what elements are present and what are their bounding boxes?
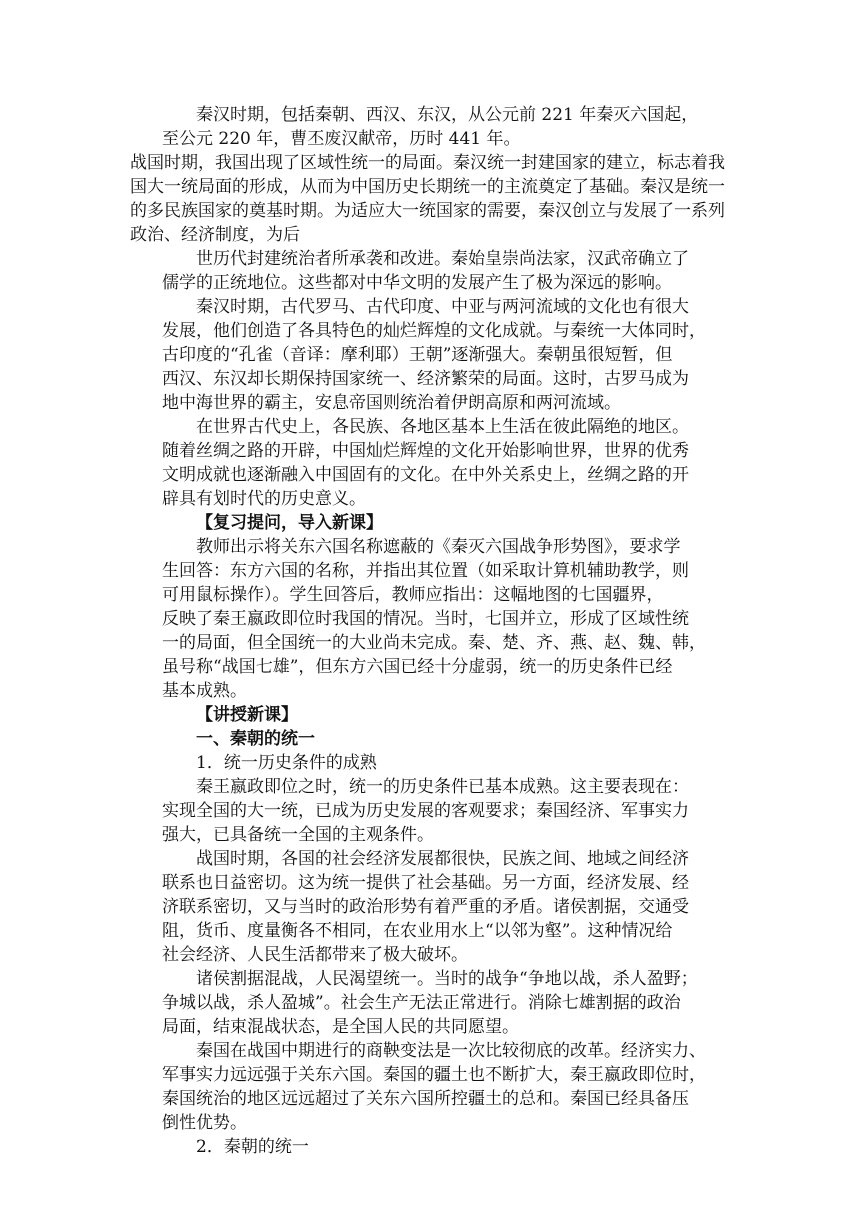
- numbered-heading: 1．统一历史条件的成熟: [196, 753, 377, 773]
- text-line: 随着丝绸之路的开辟，中国灿烂辉煌的文化开始影响世界，世界的优秀: [162, 441, 689, 461]
- text-line: 社会经济、人民生活都带来了极大破坏。: [162, 945, 468, 965]
- text-line: 地中海世界的霸主，安息帝国则统治着伊朗高原和两河流域。: [162, 393, 621, 413]
- text-line: 争城以战，杀人盈城”。社会生产无法正常进行。消除七雄割据的政治: [162, 993, 681, 1013]
- text-line: 倒性优势。: [162, 1113, 247, 1133]
- text-line: 局面，结束混战状态，是全国人民的共同愿望。: [162, 1017, 519, 1037]
- text-line: 联系也日益密切。这为统一提供了社会基础。另一方面，经济发展、经: [162, 873, 689, 893]
- text-line: 至公元 220 年，曹丕废汉献帝，历时 441 年。: [162, 129, 521, 149]
- text-line: 战国时期，各国的社会经济发展都很快，民族之间、地域之间经济: [196, 849, 689, 869]
- text-line: 国大一统局面的形成，从而为中国历史长期统一的主流奠定了基础。秦汉是统一: [130, 177, 725, 197]
- text-line: 世历代封建统治者所承袭和改进。秦始皇崇尚法家，汉武帝确立了: [196, 249, 689, 269]
- text-line: 战国时期，我国出现了区域性统一的局面。秦汉统一封建国家的建立，标志着我: [130, 153, 725, 173]
- text-line: 强大，已具备统一全国的主观条件。: [162, 825, 434, 845]
- text-line: 秦汉时期，包括秦朝、西汉、东汉，从公元前 221 年秦灭六国起，: [196, 105, 699, 125]
- text-line: 教师出示将关东六国名称遮蔽的《秦灭六国战争形势图》，要求学: [196, 537, 681, 557]
- text-line: 的多民族国家的奠基时期。为适应大一统国家的需要，秦汉创立与发展了一系列: [130, 201, 725, 221]
- text-line: 济联系密切，又与当时的政治形势有着严重的矛盾。诸侯割据，交通受: [162, 897, 689, 917]
- text-line: 秦国在战国中期进行的商鞅变法是一次比较彻底的改革。经济实力、: [196, 1041, 706, 1061]
- text-line: 在世界古代史上，各民族、各地区基本上生活在彼此隔绝的地区。: [196, 417, 689, 437]
- text-line: 发展，他们创造了各具特色的灿烂辉煌的文化成就。与秦统一大体同时，: [162, 321, 706, 341]
- subsection-heading: 一、秦朝的统一: [196, 729, 315, 749]
- text-line: 诸侯割据混战，人民渴望统一。当时的战争“争地以战，杀人盈野；: [196, 969, 698, 989]
- text-line: 古印度的“孔雀（音译：摩利耶）王朝”逐渐强大。秦朝虽很短暂，但: [162, 345, 673, 365]
- text-line: 西汉、东汉却长期保持国家统一、经济繁荣的局面。这时，古罗马成为: [162, 369, 689, 389]
- text-line: 秦王嬴政即位之时，统一的历史条件已基本成熟。这主要表现在：: [196, 777, 689, 797]
- section-heading: 【复习提问，导入新课】: [196, 513, 383, 533]
- text-line: 辟具有划时代的历史意义。: [162, 489, 366, 509]
- text-line: 生回答：东方六国的名称，并指出其位置（如采取计算机辅助教学，则: [162, 561, 689, 581]
- text-line: 可用鼠标操作）。学生回答后，教师应指出：这幅地图的七国疆界，: [162, 585, 664, 605]
- text-line: 秦国统治的地区远远超过了关东六国所控疆土的总和。秦国已经具备压: [162, 1089, 689, 1109]
- text-line: 儒学的正统地位。这些都对中华文明的发展产生了极为深远的影响。: [162, 273, 672, 293]
- text-line: 基本成熟。: [162, 681, 247, 701]
- text-line: 反映了秦王嬴政即位时我国的情况。当时，七国并立，形成了区域性统: [162, 609, 689, 629]
- numbered-heading: 2．秦朝的统一: [196, 1137, 309, 1157]
- text-line: 虽号称“战国七雄”，但东方六国已经十分虚弱，统一的历史条件已经: [162, 657, 673, 677]
- text-line: 文明成就也逐渐融入中国固有的文化。在中外关系史上，丝绸之路的开: [162, 465, 689, 485]
- text-line: 实现全国的大一统，已成为历史发展的客观要求；秦国经济、军事实力: [162, 801, 689, 821]
- text-line: 阻，货币、度量衡各不相同，在农业用水上“以邻为壑”。这种情况给: [162, 921, 673, 941]
- text-line: 秦汉时期，古代罗马、古代印度、中亚与两河流域的文化也有很大: [196, 297, 689, 317]
- text-line: 军事实力远远强于关东六国。秦国的疆土也不断扩大，秦王嬴政即位时，: [162, 1065, 706, 1085]
- text-line: 政治、经济制度，为后: [130, 225, 300, 245]
- section-heading: 【讲授新课】: [196, 705, 298, 725]
- text-line: 一的局面，但全国统一的大业尚未完成。秦、楚、齐、燕、赵、魏、韩，: [162, 633, 706, 653]
